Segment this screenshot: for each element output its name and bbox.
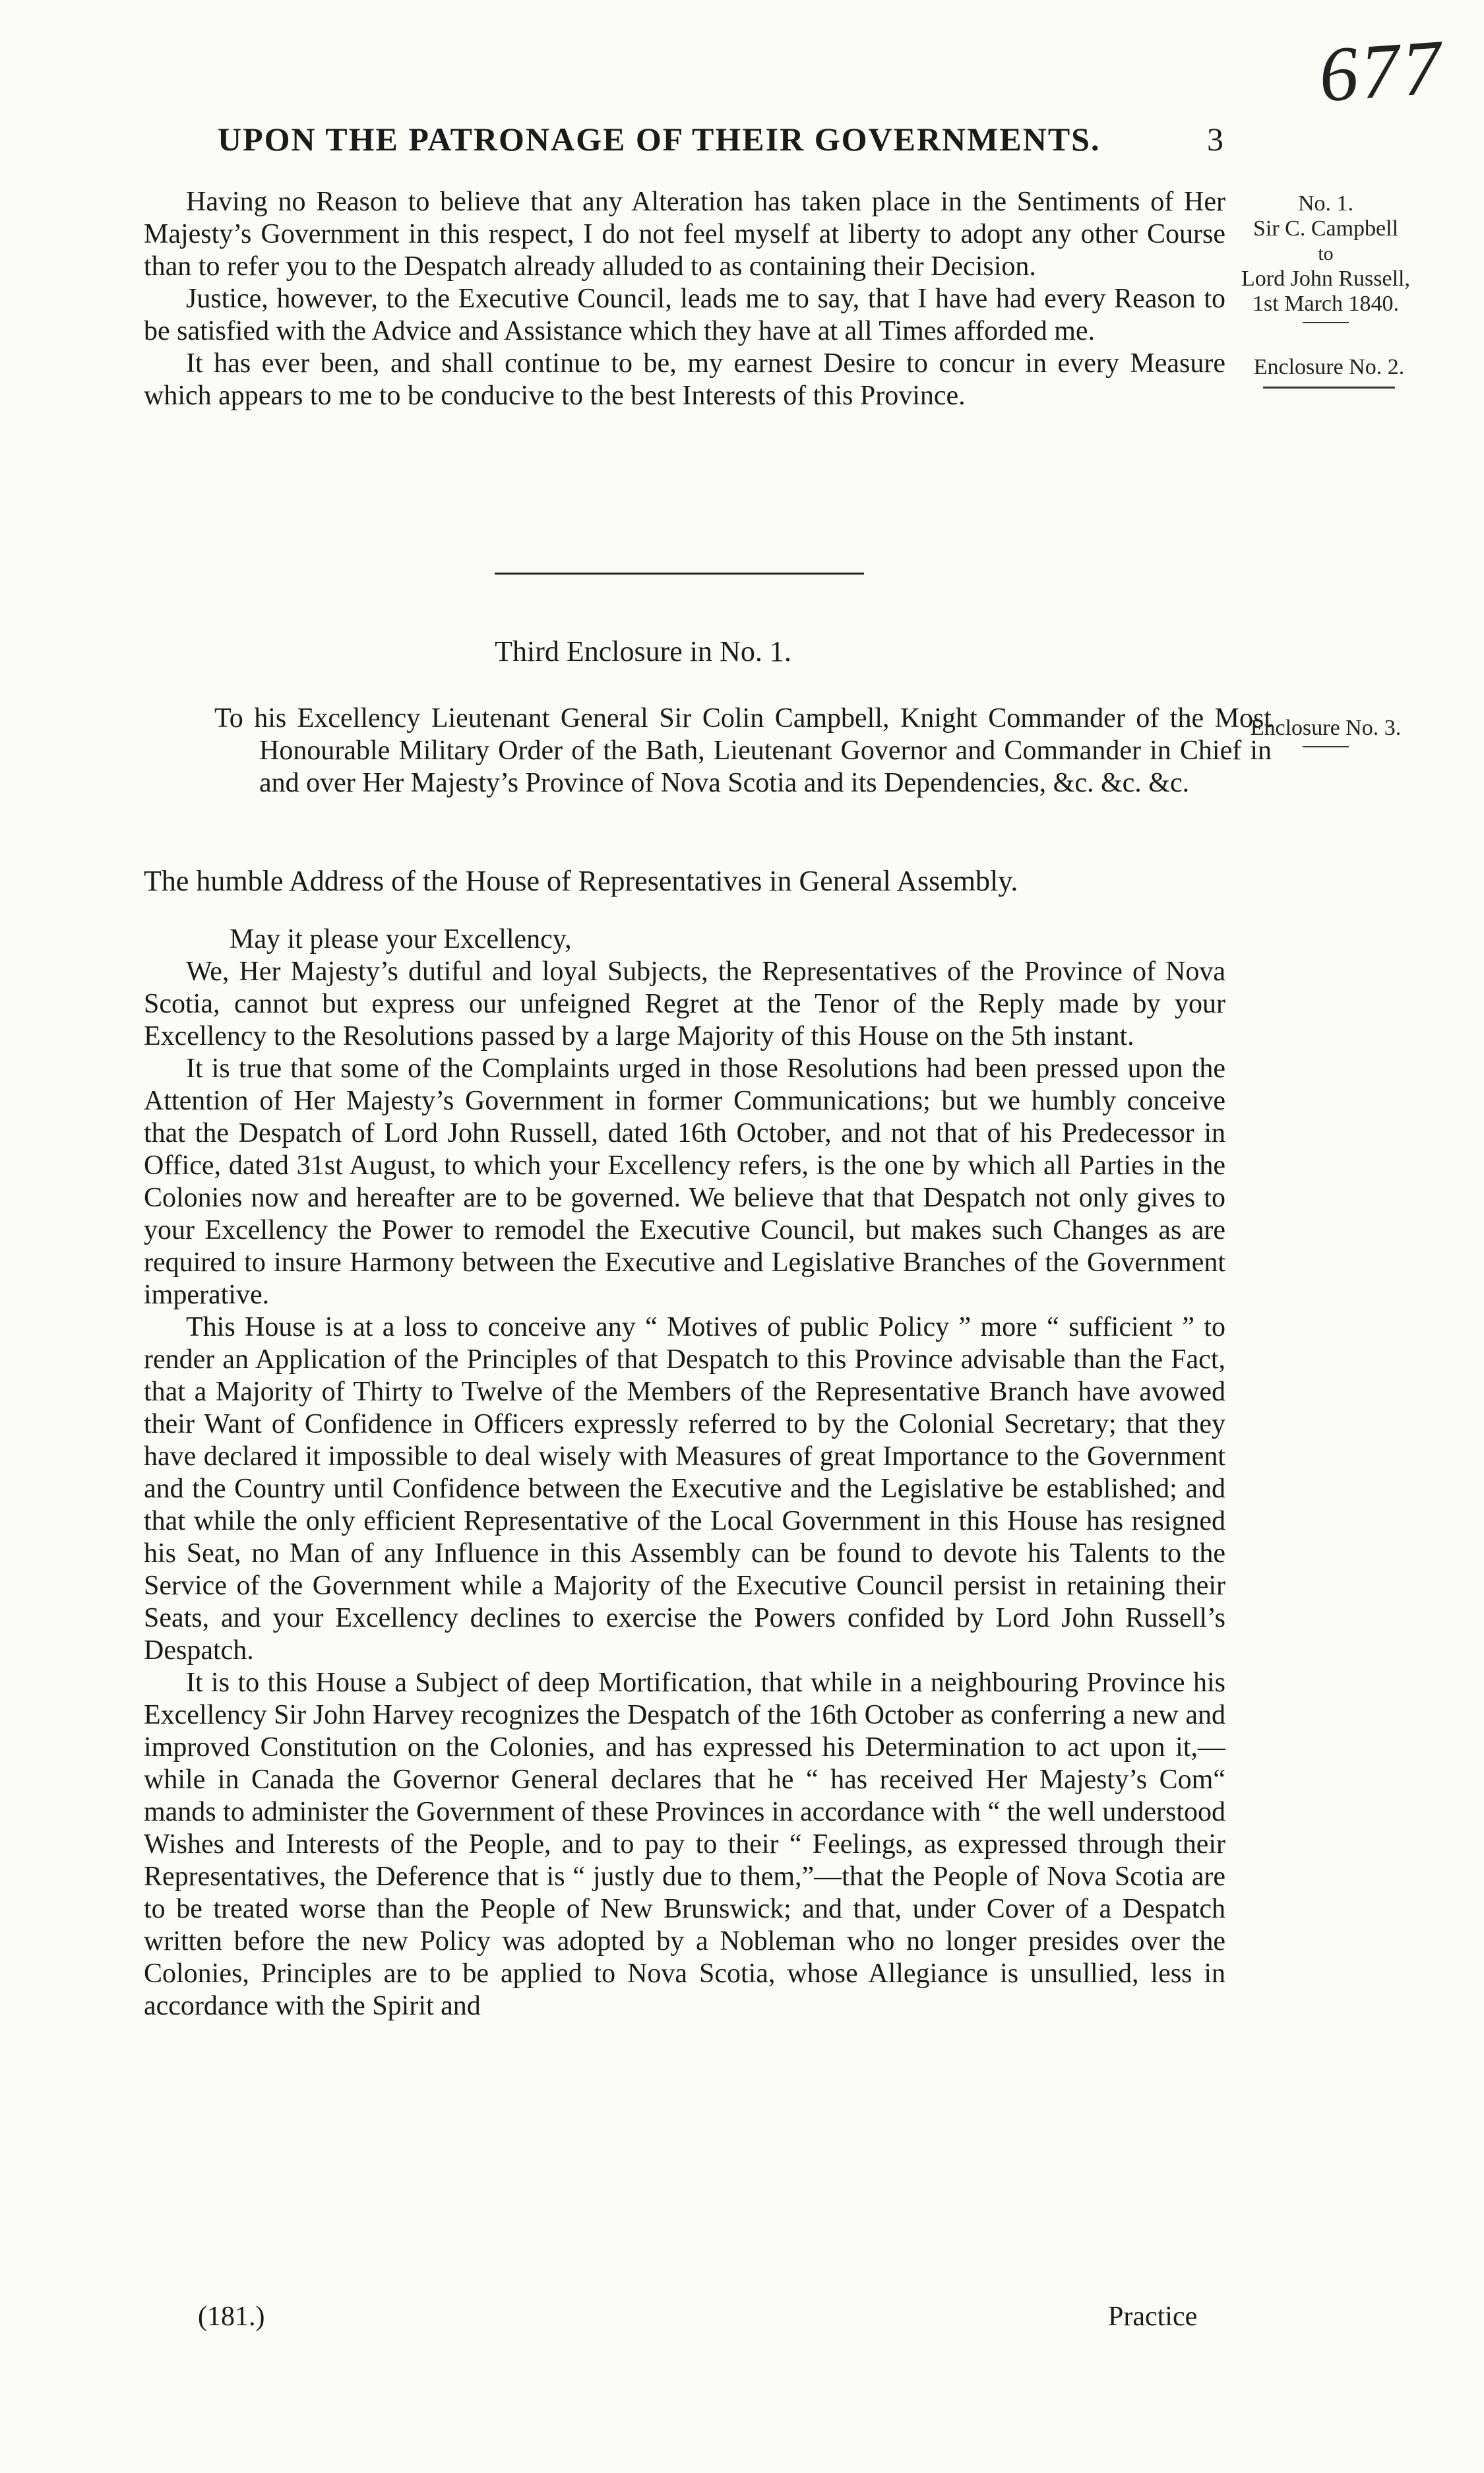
paragraph: Justice, however, to the Executive Council, leads me to say, that I have had every Reason to be satisfied with the Advice and Assistance which they have at all Times afforded me.	[144, 284, 1225, 346]
catchword: Practice	[1108, 2301, 1198, 2332]
margin-note-line: Enclosure No. 3.	[1250, 716, 1402, 740]
enclosure-2-text	[144, 186, 1225, 412]
margin-dash	[1303, 322, 1349, 323]
paragraph: It is to this House a Subject of deep Mortification, that while in a neighbouring Province his Excellency Sir John Harvey recognizes the Despatch of the 16th October as conferring a new and improved Constitution on the Colonies, and has expressed his Determination to act upon it,— while in Canada the Governor General declares that he “ has received Her Majesty’s Com“ mands to administer the Government of these Provinces in accordance with “ the well understood Wishes and Interests of the People, and to pay to their “ Feelings, as expressed through their Representatives, the Deference that is “ justly due to them,”—that the People of Nova Scotia are to be treated worse than the People of New Brunswick; and that, under Cover of a Despatch written before the new Policy was adopted by a Nobleman who no longer presides over the Colonies, Principles are to be applied to Nova Scotia, whose Allegiance is unsullied, less in accordance with the Spirit and	[144, 1668, 1225, 2021]
margin-note-enclosure-3	[1243, 716, 1408, 753]
section-divider	[495, 573, 864, 575]
page-number: 3	[1207, 121, 1223, 158]
salutation: May it please your Excellency,	[230, 924, 572, 955]
handwritten-folio-number: 677	[1316, 23, 1447, 119]
printer-signature: (181.)	[198, 2301, 265, 2332]
paragraph: It is true that some of the Complaints urged in those Resolutions had been pressed upon the Attention of Her Majesty’s Government in former Communications; but we humbly conceive that the Despatch of Lord John Russell, dated 16th October, and not that of his Predecessor in Office, dated 31st August, to which your Excellency refers, is the one by which all Parties in the Colonies now and hereafter are to be governed. We believe that that Despatch not only gives to your Excellency the Power to remodel the Executive Council, but makes such Changes as are required to insure Harmony between the Executive and Legislative Branches of the Government imperative.	[144, 1053, 1225, 1310]
margin-note-line: No. 1.	[1297, 191, 1354, 216]
address-title: The humble Address of the House of Representatives in General Assembly.	[144, 865, 1018, 897]
margin-note-dispatch-reference	[1240, 191, 1411, 329]
margin-note-line: Lord John Russell,	[1241, 266, 1410, 291]
enclosure-heading-text: Third Enclosure in No. 1.	[495, 635, 791, 668]
margin-note-line: Sir C. Campbell	[1252, 216, 1399, 241]
margin-note-enclosure-2	[1247, 355, 1411, 389]
paragraph: This House is at a loss to conceive any “ Motives of public Policy ” more “ sufficient ” to render an Application of the Principles of that Despatch to this Province advisable than the Fact, that a Majority of Thirty to Twelve of the Members of the Representative Branch have avowed their Want of Confidence in Officers expressly referred to by the Colonial Secretary; that they have declared it impossible to deal wisely with Measures of great Importance to the Government and the Country until Confidence between the Executive and the Legislative be established; and that while the only efficient Representative of the Local Government in this House has resigned his Seat, no Man of any Influence in this Assembly can be found to devote his Talents to the Service of the Government while a Majority of the Executive Council persist in retaining their Seats, and your Excellency declines to exercise the Powers confided by Lord John Russell’s Despatch.	[144, 1312, 1225, 1666]
address-recipient: To his Excellency Lieutenant General Sir Colin Campbell, Knight Commander of the Most Honourable Military Order of the Bath, Lieutenant Governor and Commander in Chief in and over Her Majesty’s Province of Nova Scotia and its Dependencies, &c. &c. &c.	[214, 703, 1272, 798]
address-body	[144, 923, 1225, 2022]
paragraph: Having no Reason to believe that any Alteration has taken place in the Sentiments of Her Majesty’s Government in this respect, I do not feel myself at liberty to adopt any other Course than to refer you to the Despatch already alluded to as containing their Decision.	[144, 187, 1225, 282]
margin-dash	[1303, 746, 1349, 747]
margin-note-line: to	[1318, 243, 1334, 265]
paragraph: It has ever been, and shall continue to be, my earnest Desire to concur in every Measure which appears to me to be conducive to the best Interests of this Province.	[144, 348, 1225, 411]
running-title: UPON THE PATRONAGE OF THEIR GOVERNMENTS.	[218, 121, 1101, 158]
paragraph: We, Her Majesty’s dutiful and loyal Subjects, the Representatives of the Province of Nova Scotia, cannot but express our unfeigned Regret at the Tenor of the Reply made by your Excellency to the Resolutions passed by a large Majority of this House on the 5th instant.	[144, 956, 1225, 1051]
margin-note-line: Enclosure No. 2.	[1253, 355, 1405, 379]
margin-rule	[1263, 387, 1395, 389]
enclosure-heading	[0, 635, 1484, 668]
margin-note-line: 1st March 1840.	[1252, 292, 1399, 316]
